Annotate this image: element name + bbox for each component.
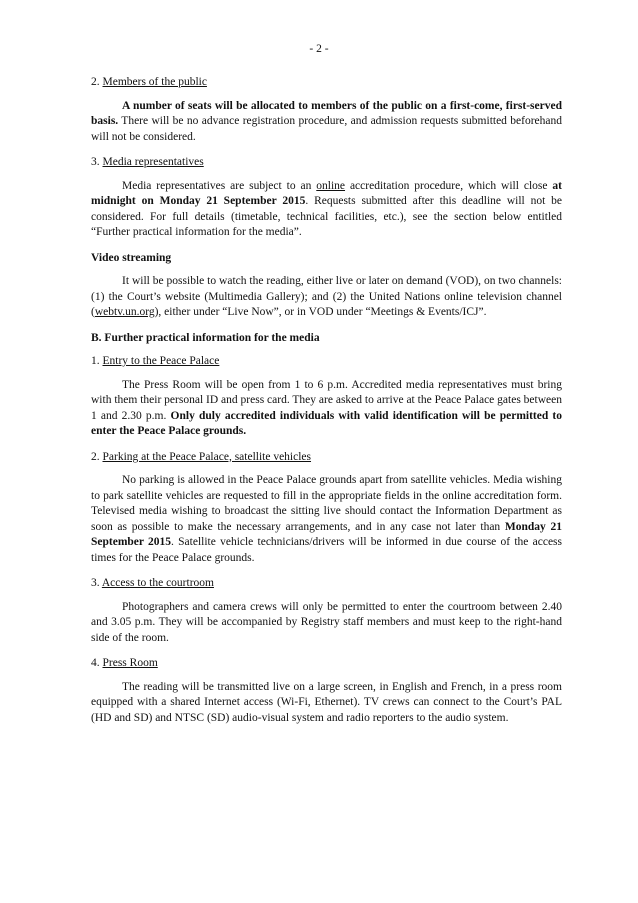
press-room-heading: [91, 656, 562, 672]
paragraph-text: ), either under “Live Now”, or in VOD under “Meetings & Events/ICJ”.: [154, 306, 487, 318]
members-public-heading: [91, 75, 562, 91]
heading-text: Access to the courtroom: [101, 577, 214, 589]
bold-text: at midnight on Monday 21 September 2015: [91, 179, 562, 207]
entry-heading: [91, 354, 562, 370]
heading-number: 1.: [91, 355, 103, 367]
media-representatives-paragraph: [91, 179, 562, 241]
heading-number: 4.: [91, 657, 103, 669]
heading-text: Members of the public: [102, 76, 207, 88]
parking-heading: [91, 450, 562, 466]
online-link[interactable]: online: [316, 179, 346, 192]
press-room-paragraph: The reading will be transmitted live on a large screen, in English and French, in a press room equipped with a shared Internet access (Wi-Fi, Ethernet). TV crews can connect to the Court’s PAL (HD and SD) and NTSC (SD) audio-visual system and radio reporters to the audio system.: [91, 680, 562, 724]
bold-text: Monday 21 September 2015: [91, 520, 562, 548]
paragraph-text: . Requests submitted after this deadline will not be considered. For full details (timetable, technical facilities, etc.), see the section below entitled “Further practical information for the media”.: [91, 195, 562, 238]
courtroom-paragraph: Photographers and camera crews will only be permitted to enter the courtroom between 2.40 and 3.05 p.m. They will be accompanied by Registry staff members and must keep to the right-hand side of the room.: [91, 600, 562, 644]
members-public-paragraph: [91, 99, 562, 146]
paragraph-text: There will be no advance registration procedure, and admission requests submitted beforehand will not be considered.: [91, 115, 562, 143]
section-b-heading: B. Further practical information for the media: [91, 331, 320, 344]
heading-text: Media representatives: [102, 156, 204, 168]
parking-paragraph: [91, 473, 562, 566]
heading-number: 2.: [91, 450, 103, 463]
video-streaming-paragraph: [91, 274, 562, 321]
paragraph-text: . Satellite vehicle technicians/drivers will be informed in due course of the access times for the Peace Palace grounds.: [91, 536, 562, 564]
heading-number: 2.: [91, 76, 103, 88]
heading-text: Parking at the Peace Palace, satellite vehicles: [102, 450, 312, 463]
bold-text: Only duly accredited individuals with valid identification will be permitted to enter the Peace Palace grounds.: [91, 409, 562, 437]
page-number: - 2 -: [309, 43, 329, 55]
heading-text: Entry to the Peace Palace: [102, 355, 220, 367]
heading-text: Press Room: [102, 657, 158, 669]
webtv-link[interactable]: webtv.un.org: [94, 306, 155, 318]
heading-number: 3.: [91, 577, 102, 589]
bold-text: A number of seats will be allocated to members of the public on a first-come, first-served basis.: [91, 99, 562, 127]
heading-number: 3.: [91, 156, 103, 168]
paragraph-text: The Press Room will be open from 1 to 6 p.m. Accredited media representatives must bring with them their personal ID and press card. They are asked to arrive at the Peace Palace gates between 1 and 2.30 p.m.: [91, 378, 562, 422]
paragraph-text: No parking is allowed in the Peace Palace grounds apart from satellite vehicles. Media wishing to park satellite vehicles are requested to fill in the appropriate fields in the online accreditation form. Televised media wishing to broadcast the sitting live should contact the Information Department as soon as possible to make the necessary arrangements, and in any case not later than: [91, 474, 562, 533]
document-body: [91, 75, 562, 736]
paragraph-text: Media representatives are subject to an: [122, 179, 317, 192]
courtroom-heading: [91, 576, 562, 592]
paragraph-text: It will be possible to watch the reading, either live or later on demand (VOD), on two channels: (1) the Court’s website (Multimedia Gallery); and (2) the United Nations online television channel (: [91, 275, 562, 318]
paragraph-text: accreditation procedure, which will close: [345, 179, 553, 192]
media-representatives-heading: [91, 155, 562, 171]
entry-paragraph: [91, 378, 562, 440]
video-streaming-heading: Video streaming: [91, 251, 172, 264]
